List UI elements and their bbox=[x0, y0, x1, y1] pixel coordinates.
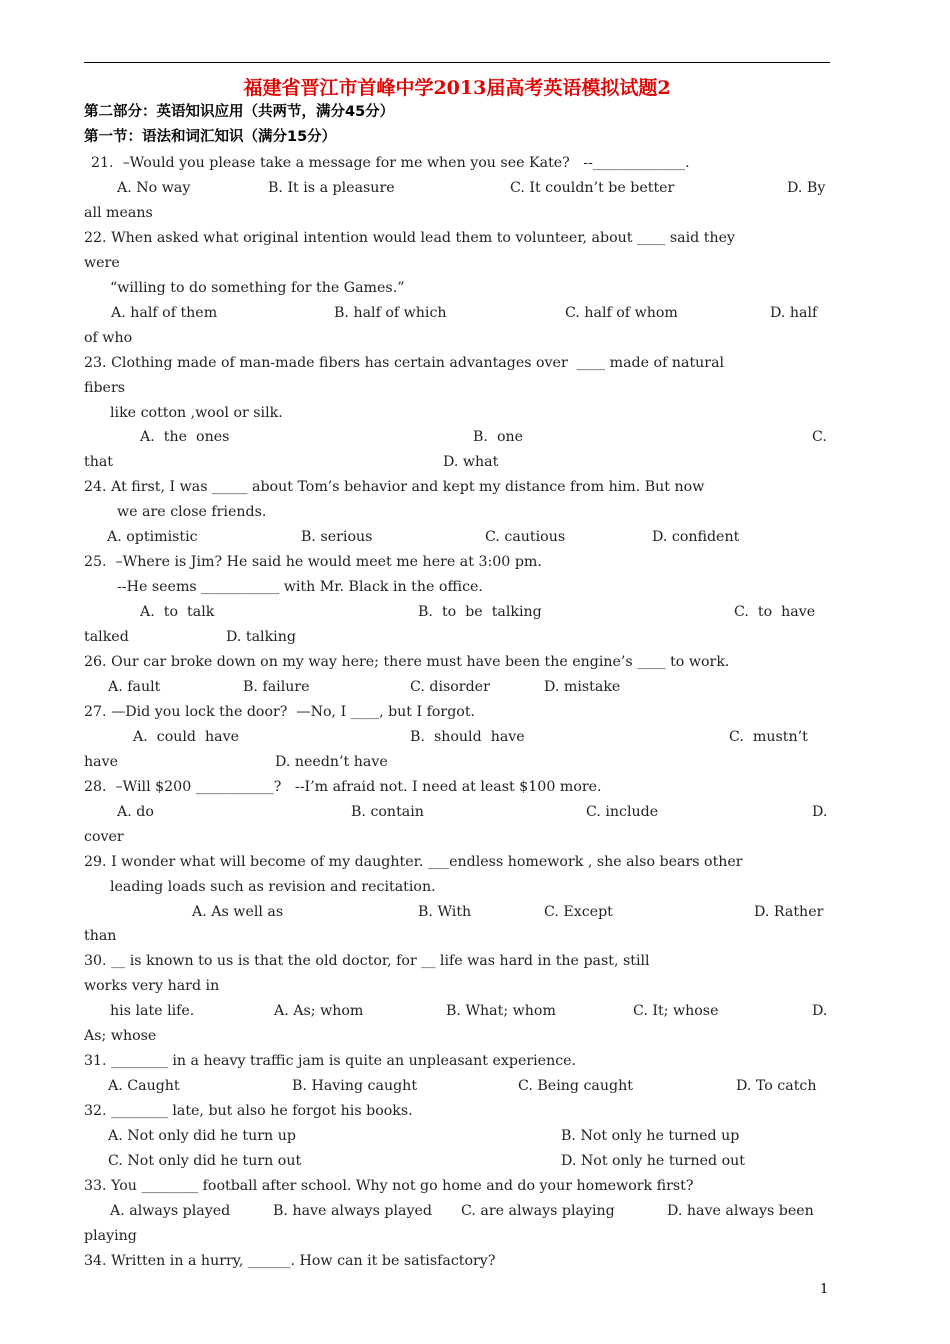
question-line-text: A. the ones bbox=[140, 429, 230, 445]
question-line-text: like cotton ,wool or silk. bbox=[110, 405, 283, 421]
option-text: D. what bbox=[443, 454, 499, 470]
option-text: C. mustn’t bbox=[729, 729, 808, 745]
question-line-text: 24. At first, I was _____ about Tom’s behavior and kept my distance from him. But now bbox=[84, 479, 705, 495]
option-text: D. Not only he turned out bbox=[561, 1153, 745, 1169]
question-line-text: A. Caught bbox=[108, 1078, 180, 1094]
option-text: C. It; whose bbox=[633, 1003, 719, 1019]
option-text: B. Having caught bbox=[292, 1078, 418, 1094]
question-line-text: leading loads such as revision and recitation. bbox=[110, 879, 436, 895]
question-line-text: A. always played bbox=[110, 1203, 231, 1219]
question-line-text: of who bbox=[84, 330, 133, 346]
question-line-text: 33. You ________ football after school. Why not go home and do your homework first? bbox=[84, 1178, 694, 1194]
top-rule bbox=[84, 62, 830, 63]
question-line-text: “willing to do something for the Games.” bbox=[110, 280, 405, 296]
question-line-text: A. half of them bbox=[111, 305, 218, 321]
question-line-text: have bbox=[84, 754, 119, 770]
question-line-text: A. do bbox=[117, 804, 154, 820]
question-line-text: that bbox=[84, 454, 113, 470]
option-text: C. Except bbox=[544, 904, 613, 920]
question-line-text: C. Not only did he turn out bbox=[108, 1153, 302, 1169]
option-text: B. contain bbox=[351, 804, 424, 820]
option-text: C. to have bbox=[734, 604, 816, 620]
question-line-text: A. fault bbox=[108, 679, 161, 695]
question-line-text: 23. Clothing made of man-made fibers has certain advantages over ____ made of natural bbox=[84, 355, 725, 371]
option-text: B. serious bbox=[301, 529, 373, 545]
question-line-text: 25. –Where is Jim? He said he would meet me here at 3:00 pm. bbox=[84, 554, 542, 570]
option-text: C. half of whom bbox=[565, 305, 678, 321]
question-line-text: 30. __ is known to us is that the old doctor, for __ life was hard in the past, still bbox=[84, 953, 650, 969]
question-line-text: cover bbox=[84, 829, 124, 845]
option-text: B. to be talking bbox=[418, 604, 542, 620]
option-text: C. Being caught bbox=[518, 1078, 633, 1094]
option-text: C. include bbox=[586, 804, 659, 820]
option-text: B. It is a pleasure bbox=[268, 180, 395, 196]
question-line-text: were bbox=[84, 255, 120, 271]
page-number: 1 bbox=[820, 1282, 829, 1297]
option-text: D. needn’t have bbox=[275, 754, 388, 770]
section-heading: 第一节：语法和词汇知识（满分15分） bbox=[84, 129, 337, 145]
question-line-text: A. could have bbox=[133, 729, 240, 745]
question-line-text: 22. When asked what original intention would lead them to volunteer, about ____ said they bbox=[84, 230, 735, 246]
question-line-text: 29. I wonder what will become of my daughter. ___endless homework , she also bears other bbox=[84, 854, 743, 870]
option-text: D. By bbox=[787, 180, 826, 196]
option-text: C. It couldn’t be better bbox=[510, 180, 675, 196]
option-text: B. Not only he turned up bbox=[561, 1128, 740, 1144]
option-text: B. should have bbox=[410, 729, 525, 745]
question-line-text: 32. ________ late, but also he forgot his books. bbox=[84, 1103, 413, 1119]
question-line-text: works very hard in bbox=[84, 978, 220, 994]
question-line-text: 31. ________ in a heavy traffic jam is quite an unpleasant experience. bbox=[84, 1053, 577, 1069]
document-title: 福建省晋江市首峰中学2013届高考英语模拟试题2 bbox=[243, 77, 671, 99]
question-line-text: playing bbox=[84, 1228, 137, 1244]
option-text: D. mistake bbox=[544, 679, 621, 695]
question-line-text: 34. Written in a hurry, ______. How can it be satisfactory? bbox=[84, 1253, 496, 1269]
option-text: C. bbox=[812, 429, 827, 445]
question-line-text: 28. –Will $200 ___________? --I’m afraid not. I need at least $100 more. bbox=[84, 779, 602, 795]
question-line-text: than bbox=[84, 928, 117, 944]
option-text: D. half bbox=[770, 305, 818, 321]
option-text: D. bbox=[812, 804, 828, 820]
question-line-text: A. No way bbox=[117, 180, 191, 196]
option-text: D. bbox=[812, 1003, 828, 1019]
question-line-text: fibers bbox=[84, 380, 126, 396]
question-line-text: we are close friends. bbox=[117, 504, 267, 520]
option-text: C. are always playing bbox=[461, 1203, 615, 1219]
option-text: B. failure bbox=[243, 679, 310, 695]
option-text: B. What; whom bbox=[446, 1003, 556, 1019]
option-text: C. disorder bbox=[410, 679, 490, 695]
option-text: B. With bbox=[418, 904, 472, 920]
part-heading: 第二部分：英语知识应用（共两节，满分45分） bbox=[84, 104, 395, 120]
option-text: B. half of which bbox=[334, 305, 447, 321]
question-line-text: As; whose bbox=[84, 1028, 157, 1044]
question-line-text: his late life. bbox=[110, 1003, 195, 1019]
question-line-text: 21. –Would you please take a message for me when you see Kate? --_____________. bbox=[91, 155, 690, 171]
question-line-text: talked bbox=[84, 629, 129, 645]
question-line-text: --He seems ___________ with Mr. Black in the office. bbox=[117, 579, 483, 595]
option-text: D. have always been bbox=[667, 1203, 814, 1219]
question-line-text: all means bbox=[84, 205, 153, 221]
option-text: D. Rather bbox=[754, 904, 824, 920]
question-line-text: A. As well as bbox=[192, 904, 284, 920]
option-text: A. As; whom bbox=[274, 1003, 364, 1019]
option-text: D. To catch bbox=[736, 1078, 817, 1094]
question-line-text: A. optimistic bbox=[107, 529, 198, 545]
question-line-text: A. Not only did he turn up bbox=[108, 1128, 296, 1144]
question-line-text: 26. Our car broke down on my way here; there must have been the engine’s ____ to work. bbox=[84, 654, 730, 670]
option-text: D. talking bbox=[226, 629, 296, 645]
option-text: B. have always played bbox=[273, 1203, 432, 1219]
question-line-text: 27. —Did you lock the door? —No, I ____, but I forgot. bbox=[84, 704, 476, 720]
option-text: D. confident bbox=[652, 529, 740, 545]
option-text: C. cautious bbox=[485, 529, 566, 545]
option-text: B. one bbox=[473, 429, 524, 445]
question-line-text: A. to talk bbox=[140, 604, 215, 620]
